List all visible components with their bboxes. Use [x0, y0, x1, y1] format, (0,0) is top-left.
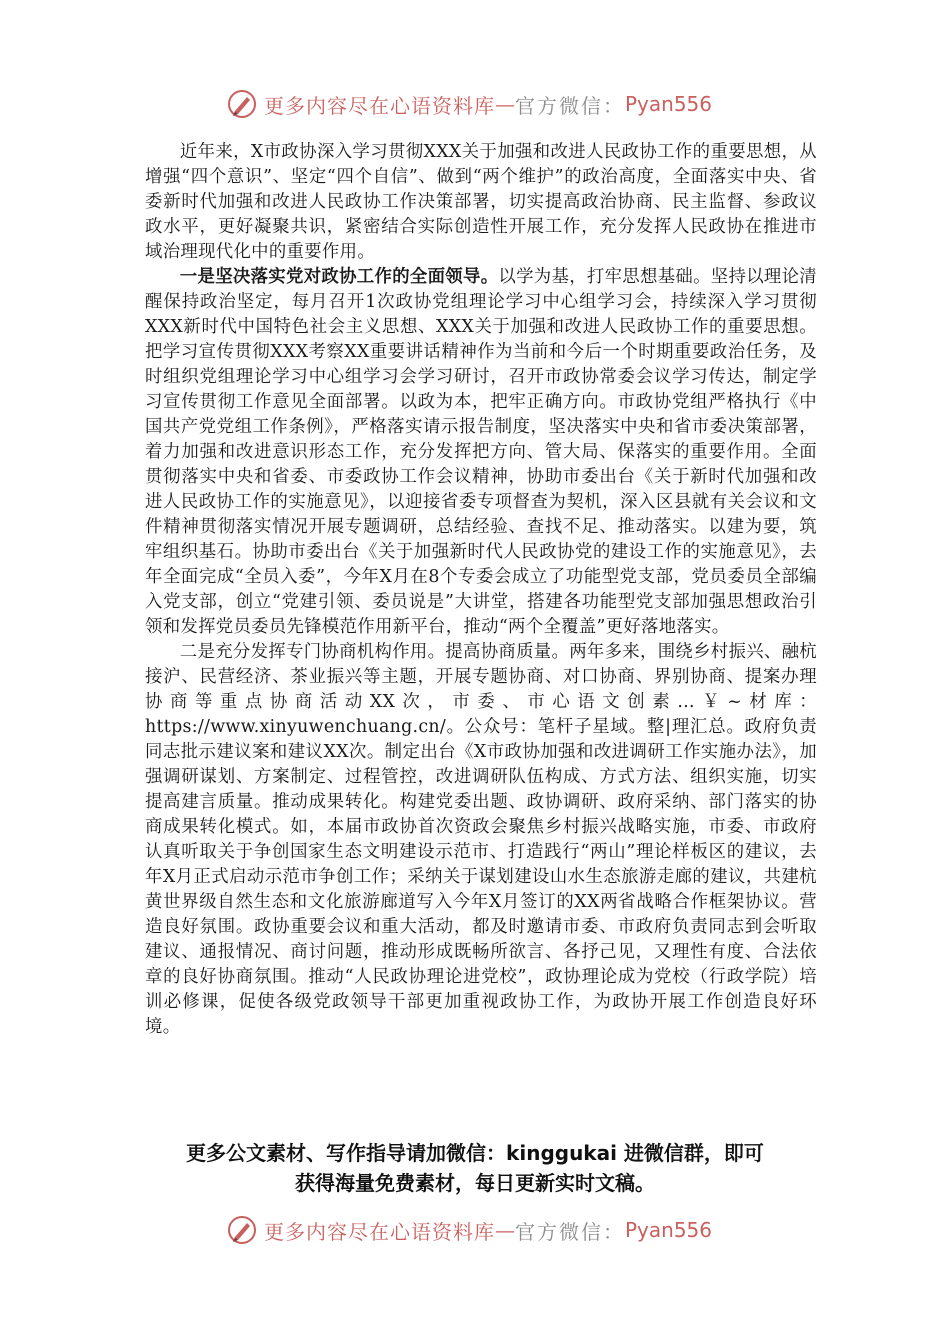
section2-paragraph: 二是充分发挥专门协商机构作用。提高协商质量。两年多来，围绕乡村振兴、融杭接沪、民营经济、茶业振兴等主题，开展专题协商、对口协商、界别协商、提案办理协商等重点协商活动XX次，市委、市心语文创素…￥~材库：https://www.xinyuwenchuang.cn/。公众号：笔杆子星域。整|理汇总。政府负责同志批示建议案和建议XX次。制定出台《X市政协加强和改进调研工作实施办法》，加强调研谋划、方案制定、过程管控，改进调研队伍构成、方式方法、组织实施，切实提高建言质量。推动成果转化。构建党委出题、政协调研、政府采纳、部门落实的协商成果转化模式。如，本届市政协首次资政会聚焦乡村振兴战略实施，市委、市政府认真听取关于争创国家生态文明建设示范市、打造践行“两山”理论样板区的建议，去年X月正式启动示范市争创工作；采纳关于谋划建设山水生态旅游走廊的建议，共建杭黄世界级自然生态和文化旅游廊道写入今年X月签订的XX两省战略合作框架协议。营造良好氛围。政协重要会议和重大活动，都及时邀请市委、市政府负责同志到会听取建议、通报情况、商讨问题，推动形成既畅所欲言、各抒己见，又理性有度、合法依章的良好协商氛围。推动“人民政协理论进党校”，政协理论成为党校（行政学院）培训必修课，促使各级党政领导干部更加重视政协工作，为政协开展工作创造良好环境。 — [145, 642, 817, 1037]
header-banner — [226, 84, 712, 124]
banner-dash: — — [495, 1218, 515, 1242]
banner-subtitle: 官方微信： — [515, 93, 625, 118]
promo-notice — [130, 1138, 820, 1198]
footer-banner — [226, 1210, 712, 1250]
document-body — [145, 140, 817, 1040]
banner-wechat-id: Pyan556 — [625, 92, 713, 116]
intro-paragraph: 近年来，X市政协深入学习贯彻XXX关于加强和改进人民政协工作的重要思想，从增强“四个意识”、坚定“四个自信”、做到“两个维护”的政治高度，全面落实中央、省委新时代加强和改进人民政协工作决策部署，切实提高政治协商、民主监督、参政议政水平，更好凝聚共识，紧密结合实际创造性开展工作，充分发挥人民政协在推进市域治理现代化中的重要作用。 — [145, 142, 817, 262]
promo-line-1: 更多公文素材、写作指导请加微信：kinggukai 进微信群，即可 — [186, 1141, 764, 1165]
pen-logo-icon — [226, 1214, 258, 1246]
banner-title: 更多内容尽在心语资料库 — [264, 1219, 495, 1244]
section1-heading: 一是坚决落实党对政协工作的全面领导。 — [179, 267, 499, 287]
promo-line-2: 获得海量免费素材，每日更新实时文稿。 — [295, 1171, 655, 1195]
banner-subtitle: 官方微信： — [515, 1219, 625, 1244]
section1-paragraph — [145, 265, 817, 640]
section1-body: 以学为基，打牢思想基础。坚持以理论清醒保持政治坚定，每月召开1次政协党组理论学习中心组学习会，持续深入学习贯彻XXX新时代中国特色社会主义思想、XXX关于加强和改进人民政协工作的重要思想。把学习宣传贯彻XXX考察XX重要讲话精神作为当前和今后一个时期重要政治任务，及时组织党组理论学习中心组学习会学习研讨，召开市政协常委会议学习传达，制定学习宣传贯彻工作意见全面部署。以政为本，把牢正确方向。市政协党组严格执行《中国共产党党组工作条例》，严格落实请示报告制度，坚决落实中央和省市委决策部署，着力加强和改进意识形态工作，充分发挥把方向、管大局、保落实的重要作用。全面贯彻落实中央和省委、市委政协工作会议精神，协助市委出台《关于新时代加强和改进人民政协工作的实施意见》，以迎接省委专项督查为契机，深入区县就有关会议和文件精神贯彻落实情况开展专题调研，总结经验、查找不足、推动落实。以建为要，筑牢组织基石。协助市委出台《关于加强新时代人民政协党的建设工作的实施意见》，去年全面完成“全员入委”，今年X月在8个专委会成立了功能型党支部，党员委员全部编入党支部，创立“党建引领、委员说是”大讲堂，搭建各功能型党支部加强思想政治引领和发挥党员委员先锋模范作用新平台，推动“两个全覆盖”更好落地落实。 — [145, 267, 817, 637]
banner-wechat-id: Pyan556 — [625, 1218, 713, 1242]
pen-logo-icon — [226, 88, 258, 120]
banner-dash: — — [495, 92, 515, 116]
banner-title: 更多内容尽在心语资料库 — [264, 93, 495, 118]
